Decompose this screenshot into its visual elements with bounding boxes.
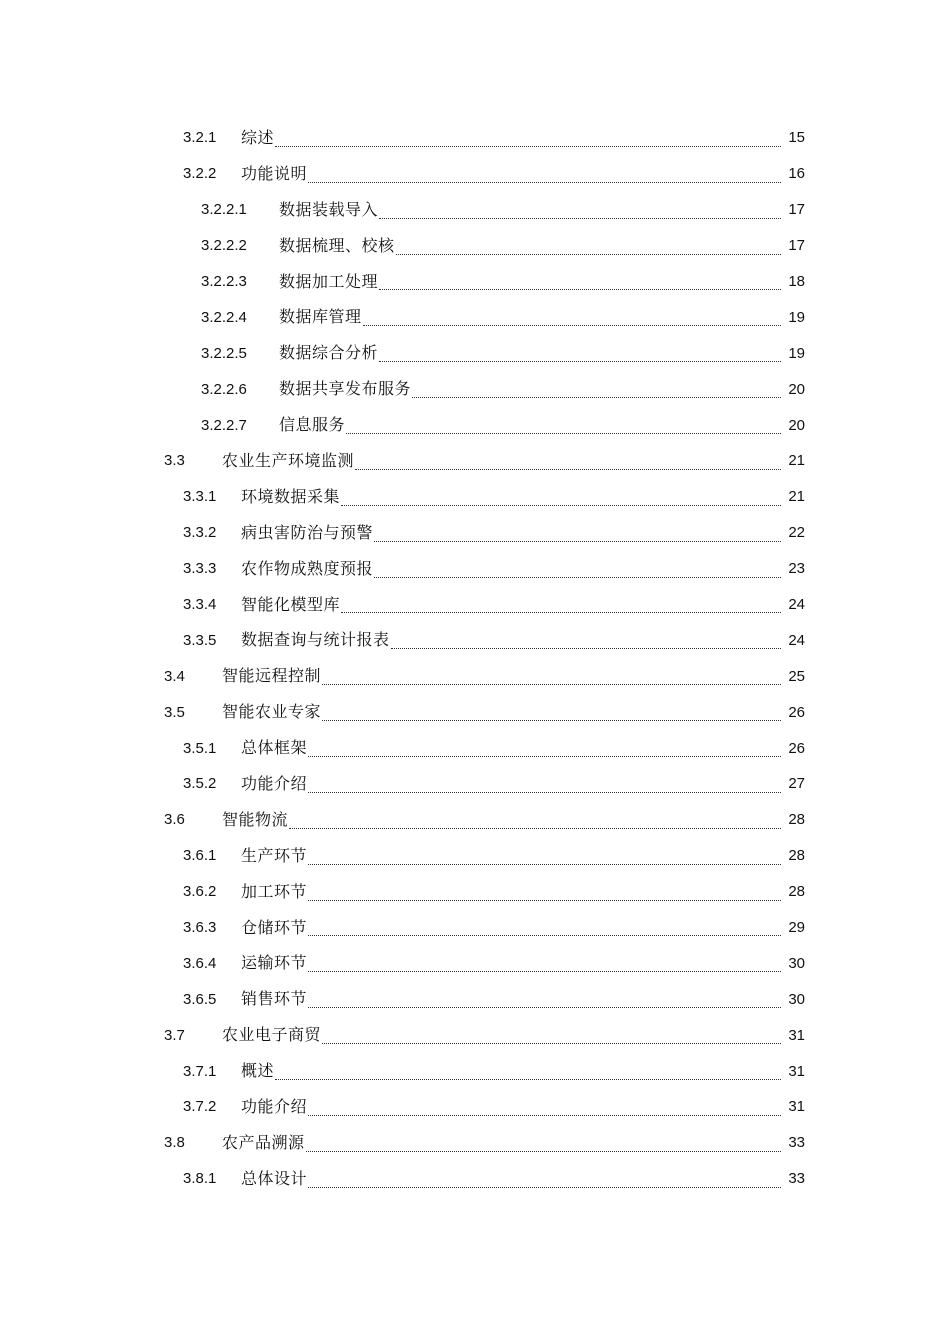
- toc-entry-title: 综述: [241, 127, 275, 147]
- toc-entry-title: 数据梳理、校核: [279, 235, 395, 255]
- toc-entry[interactable]: [0, 730, 950, 766]
- toc-entry[interactable]: [0, 766, 950, 802]
- toc-entry[interactable]: [0, 945, 950, 981]
- toc-entry-number: 3.7.2: [183, 1098, 217, 1116]
- toc-entry-number: 3.2.2: [183, 165, 217, 183]
- toc-entry-title: 销售环节: [241, 989, 308, 1009]
- toc-entry[interactable]: [0, 838, 950, 874]
- toc-entry-number: 3.2.2.7: [201, 416, 247, 434]
- toc-entry[interactable]: [0, 658, 950, 694]
- toc-entry-number: 3.2.2.1: [201, 201, 247, 219]
- toc-entry-page: 31: [788, 1026, 805, 1044]
- toc-dot-leader: [412, 397, 781, 398]
- toc-entry-number: 3.2.2.3: [201, 273, 247, 290]
- toc-entry[interactable]: [0, 299, 950, 335]
- toc-entry-page: 31: [788, 1062, 805, 1080]
- toc-entry-page: 15: [788, 129, 805, 147]
- toc-entry-page: 29: [788, 919, 805, 937]
- toc-entry[interactable]: [0, 1125, 950, 1161]
- toc-entry-page: 33: [788, 1170, 805, 1188]
- toc-dot-leader: [374, 541, 781, 542]
- toc-entry-title: 智能农业专家: [222, 702, 322, 722]
- toc-entry-page: 31: [788, 1098, 805, 1116]
- toc-dot-leader: [308, 1187, 781, 1188]
- toc-entry-number: 3.5.1: [183, 739, 217, 757]
- toc-entry[interactable]: [0, 228, 950, 264]
- toc-entry-page: 16: [788, 165, 805, 183]
- toc-entry-number: 3.2.1: [183, 129, 217, 147]
- toc-entry-number: 3.7.1: [183, 1062, 217, 1080]
- toc-entry-title: 数据加工处理: [279, 271, 379, 291]
- toc-entry-page: 20: [788, 380, 805, 398]
- toc-entry-page: 24: [788, 631, 805, 649]
- toc-entry-title: 农作物成熟度预报: [241, 558, 374, 578]
- toc-entry-title: 环境数据采集: [241, 486, 341, 506]
- toc-entry-page: 19: [788, 308, 805, 326]
- toc-entry[interactable]: [0, 1161, 950, 1197]
- toc-entry-page: 20: [788, 416, 805, 434]
- toc-entry-number: 3.3.1: [183, 488, 217, 506]
- toc-entry-page: 30: [788, 954, 805, 972]
- toc-entry[interactable]: [0, 1089, 950, 1125]
- toc-entry[interactable]: [0, 1017, 950, 1053]
- toc-entry-number: 3.3.2: [183, 524, 217, 542]
- toc-entry-title: 运输环节: [241, 953, 308, 973]
- toc-entry[interactable]: [0, 981, 950, 1017]
- toc-entry-title: 病虫害防治与预警: [241, 522, 374, 542]
- toc-entry[interactable]: [0, 1053, 950, 1089]
- toc-entry[interactable]: [0, 407, 950, 443]
- toc-entry-page: 28: [788, 811, 805, 829]
- toc-entry-number: 3.5.2: [183, 775, 217, 793]
- toc-entry-title: 功能说明: [241, 163, 308, 183]
- toc-entry[interactable]: [0, 192, 950, 228]
- toc-entry-number: 3.6.1: [183, 847, 217, 865]
- toc-entry-number: 3.6: [164, 811, 185, 829]
- toc-dot-leader: [308, 1115, 781, 1116]
- toc-dot-leader: [306, 1151, 781, 1152]
- toc-dot-leader: [308, 935, 781, 936]
- table-of-contents: [0, 120, 950, 1197]
- toc-dot-leader: [308, 792, 781, 793]
- toc-dot-leader: [308, 1007, 781, 1008]
- toc-entry-number: 3.3: [164, 452, 185, 470]
- toc-entry-number: 3.6.4: [183, 954, 217, 972]
- toc-entry[interactable]: [0, 551, 950, 587]
- toc-entry-page: 22: [788, 524, 805, 542]
- toc-dot-leader: [275, 1079, 781, 1080]
- toc-entry-title: 数据查询与统计报表: [241, 630, 390, 650]
- toc-dot-leader: [379, 289, 781, 290]
- toc-entry-number: 3.3.3: [183, 560, 217, 578]
- toc-entry-title: 农业生产环境监测: [222, 450, 355, 470]
- toc-entry-number: 3.2.2.2: [201, 237, 247, 255]
- toc-entry[interactable]: [0, 515, 950, 551]
- toc-dot-leader: [341, 505, 781, 506]
- toc-entry-number: 3.8: [164, 1134, 185, 1152]
- toc-entry-number: 3.2.2.6: [201, 380, 247, 398]
- toc-entry-title: 功能介绍: [241, 1096, 308, 1116]
- toc-entry-page: 28: [788, 847, 805, 865]
- toc-entry-number: 3.3.4: [183, 596, 217, 614]
- toc-entry-page: 21: [788, 488, 805, 506]
- toc-dot-leader: [355, 469, 781, 470]
- toc-dot-leader: [322, 720, 781, 721]
- toc-entry-page: 26: [788, 739, 805, 757]
- toc-entry[interactable]: [0, 479, 950, 515]
- toc-entry-title: 农产品溯源: [222, 1132, 305, 1152]
- toc-dot-leader: [289, 828, 781, 829]
- toc-entry-title: 概述: [241, 1061, 275, 1081]
- toc-entry-number: 3.2.2.5: [201, 344, 247, 362]
- toc-dot-leader: [308, 864, 781, 865]
- toc-entry-number: 3.6.3: [183, 919, 217, 937]
- toc-dot-leader: [341, 612, 781, 613]
- toc-entry-page: 30: [788, 990, 805, 1008]
- toc-entry-number: 3.2.2.4: [201, 308, 247, 326]
- toc-entry-title: 加工环节: [241, 881, 308, 901]
- toc-entry-title: 智能物流: [222, 809, 289, 829]
- toc-entry-title: 仓储环节: [241, 917, 308, 937]
- toc-entry-page: 23: [788, 560, 805, 578]
- toc-entry-title: 智能化模型库: [241, 594, 341, 614]
- toc-dot-leader: [308, 971, 781, 972]
- toc-entry[interactable]: [0, 264, 950, 300]
- toc-entry-number: 3.4: [164, 667, 185, 685]
- toc-entry[interactable]: [0, 910, 950, 946]
- toc-entry[interactable]: [0, 371, 950, 407]
- toc-entry[interactable]: [0, 156, 950, 192]
- toc-dot-leader: [391, 648, 781, 649]
- toc-entry-page: 17: [788, 201, 805, 219]
- toc-dot-leader: [374, 577, 781, 578]
- toc-entry-page: 17: [788, 237, 805, 255]
- toc-entry-page: 19: [788, 344, 805, 362]
- toc-entry-page: 21: [788, 452, 805, 470]
- toc-dot-leader: [379, 218, 781, 219]
- toc-entry-page: 25: [788, 667, 805, 685]
- toc-dot-leader: [322, 1043, 781, 1044]
- toc-entry-number: 3.5: [164, 703, 185, 721]
- toc-entry[interactable]: [0, 874, 950, 910]
- toc-entry-title: 数据共享发布服务: [279, 379, 412, 399]
- toc-entry-title: 数据库管理: [279, 307, 362, 327]
- toc-entry-title: 生产环节: [241, 845, 308, 865]
- toc-entry-page: 28: [788, 883, 805, 901]
- toc-entry[interactable]: [0, 694, 950, 730]
- toc-entry-page: 26: [788, 703, 805, 721]
- toc-entry-number: 3.6.5: [183, 990, 217, 1008]
- toc-dot-leader: [308, 756, 781, 757]
- toc-entry-page: 27: [788, 775, 805, 793]
- toc-entry-title: 农业电子商贸: [222, 1025, 322, 1045]
- toc-dot-leader: [363, 325, 781, 326]
- toc-entry[interactable]: [0, 443, 950, 479]
- toc-dot-leader: [379, 361, 781, 362]
- toc-entry-page: 24: [788, 596, 805, 614]
- toc-entry-page: 33: [788, 1134, 805, 1152]
- toc-entry-number: 3.3.5: [183, 631, 217, 649]
- toc-entry-page: 18: [788, 273, 805, 290]
- toc-entry-title: 信息服务: [279, 415, 346, 435]
- toc-dot-leader: [396, 254, 781, 255]
- toc-dot-leader: [346, 433, 781, 434]
- toc-entry-title: 功能介绍: [241, 773, 308, 793]
- toc-entry-number: 3.6.2: [183, 883, 217, 901]
- toc-dot-leader: [308, 182, 781, 183]
- toc-entry[interactable]: [0, 587, 950, 623]
- toc-entry[interactable]: [0, 120, 950, 156]
- toc-entry-number: 3.7: [164, 1026, 185, 1044]
- toc-entry-title: 数据装载导入: [279, 199, 379, 219]
- toc-entry[interactable]: [0, 622, 950, 658]
- toc-dot-leader: [308, 900, 781, 901]
- toc-dot-leader: [275, 146, 781, 147]
- toc-entry-title: 总体框架: [241, 738, 308, 758]
- toc-entry-number: 3.8.1: [183, 1170, 217, 1188]
- toc-entry-title: 智能远程控制: [222, 666, 322, 686]
- toc-entry[interactable]: [0, 802, 950, 838]
- toc-entry-title: 总体设计: [241, 1168, 308, 1188]
- toc-dot-leader: [322, 684, 781, 685]
- toc-entry[interactable]: [0, 335, 950, 371]
- toc-entry-title: 数据综合分析: [279, 343, 379, 363]
